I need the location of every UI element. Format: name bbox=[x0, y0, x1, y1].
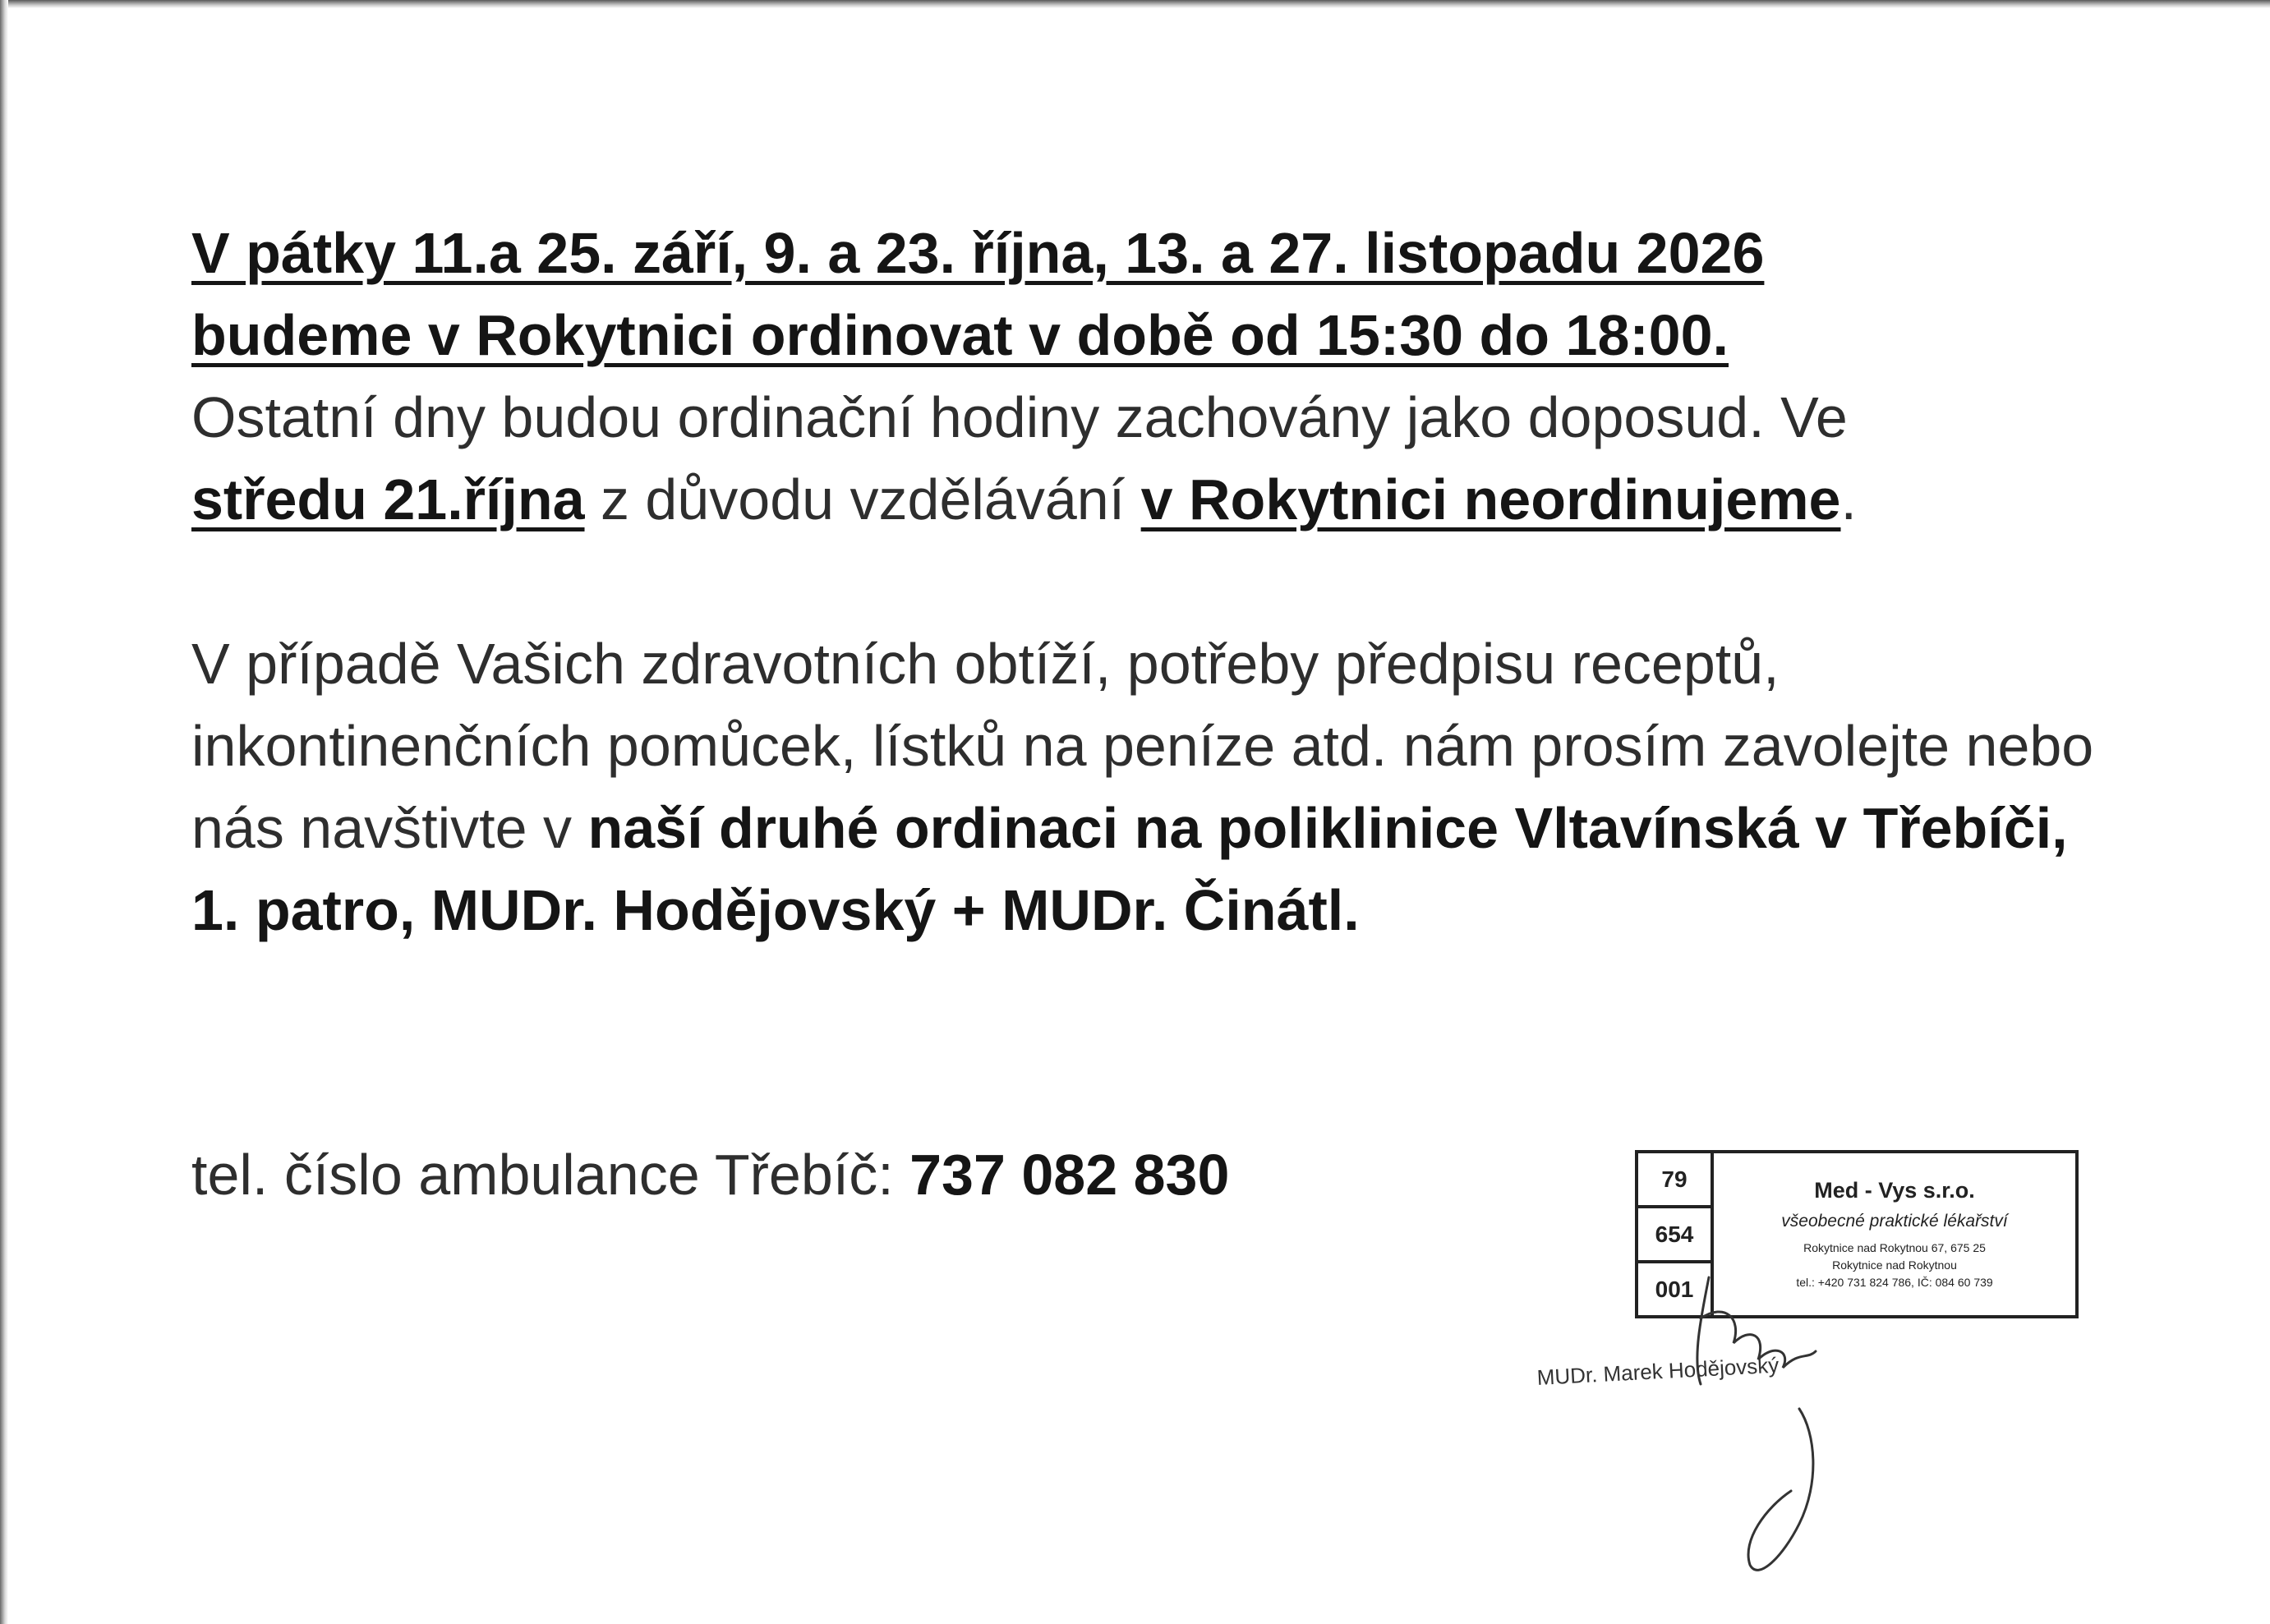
stamp-contact: tel.: +420 731 824 786, IČ: 084 60 739 bbox=[1796, 1275, 1993, 1289]
stamp-address-2: Rokytnice nad Rokytnou bbox=[1832, 1258, 1957, 1272]
other-days-text: Ostatní dny budou ordinační hodiny zachovány jako doposud. Ve bbox=[191, 385, 1848, 449]
phone-line bbox=[191, 1134, 1229, 1216]
schedule-hours: budeme v Rokytnici ordinovat v době od 15:30 do 18:00. bbox=[191, 303, 1729, 367]
schedule-dates: V pátky 11.a 25. září, 9. a 23. října, 13. a 27. listopadu 2026 bbox=[191, 221, 1765, 285]
closed-notice: v Rokytnici neordinujeme bbox=[1140, 467, 1841, 531]
handwritten-signature bbox=[1676, 1269, 1873, 1598]
scan-edge-top bbox=[0, 0, 2270, 8]
closed-reason: z důvodu vzdělávání bbox=[600, 467, 1126, 531]
closed-period: . bbox=[1840, 467, 1857, 531]
phone-number: 737 082 830 bbox=[909, 1143, 1230, 1207]
scan-edge-left bbox=[0, 0, 8, 1624]
doctor-name: MUDr. Marek Hodějovský bbox=[1536, 1352, 1780, 1390]
notice-text bbox=[191, 212, 2122, 951]
alternative-paragraph bbox=[191, 623, 2122, 951]
phone-label: tel. číslo ambulance Třebíč: bbox=[191, 1143, 894, 1207]
closed-date: středu 21.října bbox=[191, 467, 585, 531]
alternative-text: V případě Vašich zdravotních obtíží, potřeby předpisu receptů, inkontinenčních pomůcek, lístků na peníze atd. nám prosím zavolejte nebo nás navštivte v bbox=[191, 632, 2094, 860]
stamp-specialty: všeobecné praktické lékařství bbox=[1781, 1211, 2008, 1231]
schedule-paragraph bbox=[191, 212, 2122, 541]
alternative-clinic: naší druhé ordinaci na poliklinice Vltavínská v Třebíči, 1. patro, MUDr. Hodějovský + MUDr. Činátl. bbox=[191, 796, 2068, 942]
stamp-code: 654 bbox=[1638, 1205, 1711, 1260]
stamp-code: 001 bbox=[1638, 1260, 1711, 1315]
stamp-company: Med - Vys s.r.o. bbox=[1814, 1177, 1975, 1203]
stamp-address-1: Rokytnice nad Rokytnou 67, 675 25 bbox=[1803, 1240, 1986, 1254]
stamp-code: 79 bbox=[1661, 1166, 1688, 1192]
